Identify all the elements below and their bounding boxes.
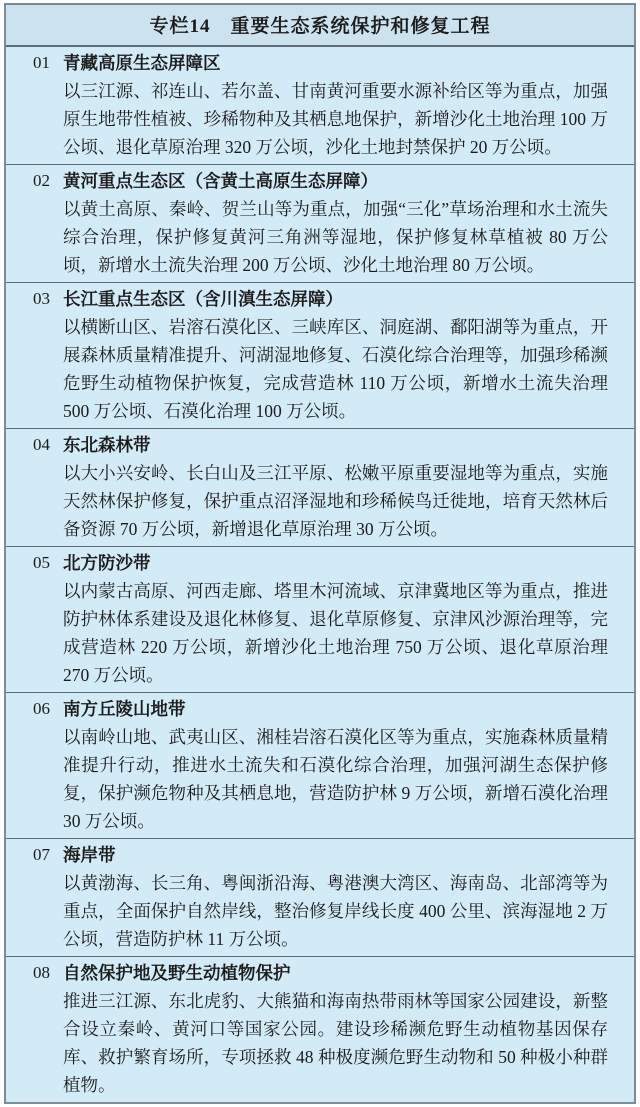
section-body: 以大小兴安岭、长白山及三江平原、松嫩平原重要湿地等为重点，实施天然林保护修复，保护重点沼泽湿地和珍稀候鸟迁徙地，培育天然林后备资源 70 万公顷，新增退化草原治理 30 万公顷。 [63, 463, 608, 539]
section-number: 02 [33, 171, 50, 190]
section-heading: 海岸带 [63, 845, 116, 865]
section-body: 推进三江源、东北虎豹、大熊猫和海南热带雨林等国家公园建设，新整合设立秦岭、黄河口等国家公园。建设珍稀濒危野生动植物基因保存库、救护繁育场所，专项拯救 48 种极度濒危野生动物和 50 种极小种群植物。 [63, 991, 608, 1095]
section-row [6, 839, 634, 957]
section-heading: 青藏高原生态屏障区 [63, 53, 221, 73]
section-heading: 东北森林带 [63, 435, 151, 455]
section-number: 08 [33, 963, 50, 982]
section-number: 04 [33, 435, 50, 454]
section-heading: 黄河重点生态区（含黄土高原生态屏障） [63, 171, 378, 191]
section-row [6, 47, 634, 165]
section-number: 05 [33, 553, 50, 572]
ecosystem-box-panel [4, 3, 636, 1104]
section-row [6, 957, 634, 1102]
section-number: 01 [33, 53, 50, 72]
section-number: 07 [33, 845, 50, 864]
section-heading: 北方防沙带 [63, 553, 151, 573]
section-body: 以横断山区、岩溶石漠化区、三峡库区、洞庭湖、鄱阳湖等为重点，开展森林质量精准提升、河湖湿地修复、石漠化综合治理等，加强珍稀濒危野生动植物保护恢复，完成营造林 110 万公顷，新增水土流失治理 500 万公顷、石漠化治理 100 万公顷。 [63, 317, 608, 421]
section-number: 06 [33, 699, 50, 718]
section-heading: 长江重点生态区（含川滇生态屏障） [63, 289, 343, 309]
section-row [6, 165, 634, 283]
panel-title: 专栏14 重要生态系统保护和修复工程 [6, 5, 634, 47]
section-body: 以黄渤海、长三角、粤闽浙沿海、粤港澳大湾区、海南岛、北部湾等为重点，全面保护自然岸线，整治修复岸线长度 400 公里、滨海湿地 2 万公顷，营造防护林 11 万公顷。 [63, 873, 608, 949]
section-row [6, 283, 634, 429]
section-row [6, 547, 634, 693]
section-body: 以南岭山地、武夷山区、湘桂岩溶石漠化区等为重点，实施森林质量精准提升行动，推进水土流失和石漠化综合治理，加强河湖生态保护修复，保护濒危物种及其栖息地，营造防护林 9 万公顷，新增石漠化治理 30 万公顷。 [63, 727, 608, 831]
section-row [6, 429, 634, 547]
section-heading: 南方丘陵山地带 [63, 699, 186, 719]
section-body: 以内蒙古高原、河西走廊、塔里木河流域、京津冀地区等为重点，推进防护林体系建设及退化林修复、退化草原修复、京津风沙源治理等，完成营造林 220 万公顷，新增沙化土地治理 750 万公顷、退化草原治理 270 万公顷。 [63, 581, 608, 685]
section-number: 03 [33, 289, 50, 308]
section-body: 以三江源、祁连山、若尔盖、甘南黄河重要水源补给区等为重点，加强原生地带性植被、珍稀物种及其栖息地保护，新增沙化土地治理 100 万公顷、退化草原治理 320 万公顷，沙化土地封禁保护 20 万公顷。 [63, 81, 608, 157]
section-row [6, 693, 634, 839]
section-body: 以黄土高原、秦岭、贺兰山等为重点，加强“三化”草场治理和水土流失综合治理，保护修复黄河三角洲等湿地，保护修复林草植被 80 万公顷，新增水土流失治理 200 万公顷、沙化土地治理 80 万公顷。 [63, 199, 608, 275]
section-heading: 自然保护地及野生动植物保护 [63, 963, 291, 983]
